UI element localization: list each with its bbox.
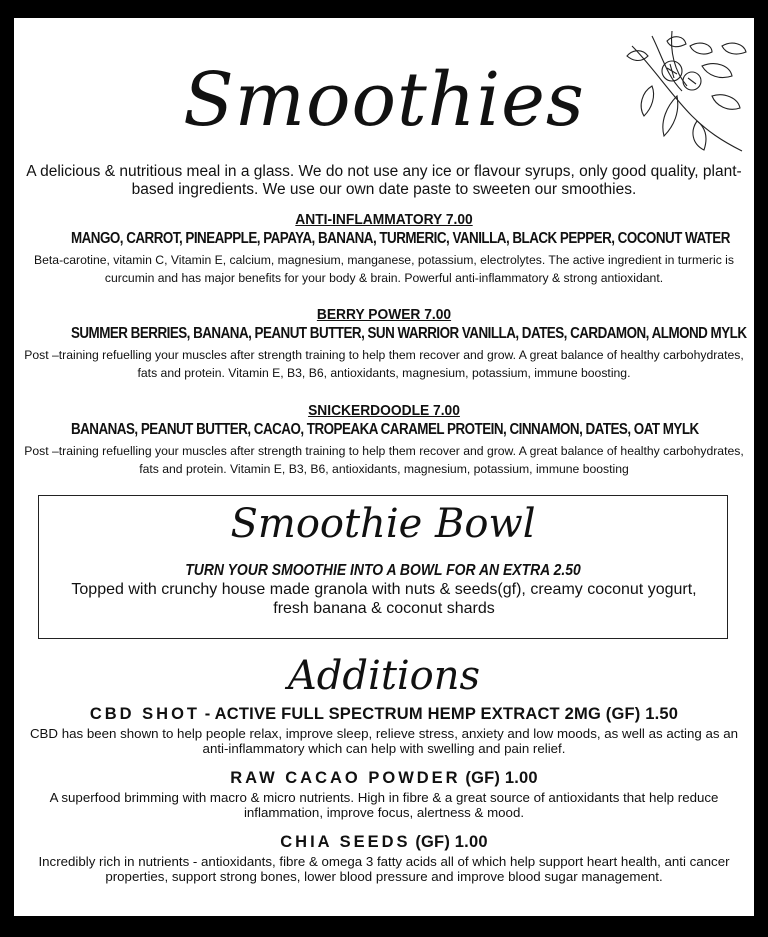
- addition-chia-seeds: [24, 832, 744, 884]
- addition-description: Incredibly rich in nutrients - antioxidants, fibre & omega 3 fatty acids all of which help support heart health, anti cancer properties, support strong bones, lower blood pressure and improve blood sugar management.: [38, 854, 730, 884]
- menu-item-snickerdoodle: [20, 402, 748, 478]
- item-ingredients: MANGO, CARROT, PINEAPPLE, PAPAYA, BANANA, TURMERIC, VANILLA, BLACK PEPPER, COCONUT WATER: [70, 230, 730, 247]
- menu-item-berry-power: [20, 306, 748, 382]
- item-description: Post –training refuelling your muscles after strength training to help them recover and grow. A great balance of healthy carbohydrates, fats and protein. Vitamin E, B3, B6, antioxidants, magnesium, potassium, immune boosting.: [24, 348, 744, 380]
- smoothie-bowl-description: Topped with crunchy house made granola with nuts & seeds(gf), creamy coconut yogurt, fresh banana & coconut shards: [71, 581, 697, 617]
- addition-name: CHIA SEEDS: [280, 833, 411, 851]
- menu-item-anti-inflammatory: [20, 211, 748, 287]
- item-description: Post –training refuelling your muscles after strength training to help them recover and grow. A great balance of healthy carbohydrates, fats and protein. Vitamin E, B3, B6, antioxidants, magnesium, potassium, immune boosting: [24, 444, 744, 476]
- addition-description: CBD has been shown to help people relax, improve sleep, relieve stress, anxiety and low moods, as well as acting as an anti-inflammatory which can help with swelling and pain relief.: [29, 726, 739, 756]
- addition-raw-cacao: [24, 768, 744, 820]
- smoothie-bowl-offer: TURN YOUR SMOOTHIE INTO A BOWL FOR AN EXTRA 2.50: [185, 562, 581, 579]
- addition-heading: [24, 704, 744, 724]
- addition-description: A superfood brimming with macro & micro nutrients. High in fibre & a great source of antioxidants that help reduce inflammation, improve focus, alertness & mood.: [49, 790, 719, 820]
- addition-detail: - ACTIVE FULL SPECTRUM HEMP EXTRACT 2MG (GF) 1.50: [204, 705, 679, 723]
- addition-name: RAW CACAO POWDER: [230, 769, 461, 787]
- item-description: Beta-carotine, vitamin C, Vitamin E, calcium, magnesium, manganese, potassium, electrolytes. The active ingredient in turmeric is curcumin and has major benefits for your body & brain. Powerful anti-inflammatory & strong antioxidant.: [34, 253, 734, 285]
- addition-heading: [24, 768, 744, 788]
- item-ingredients: BANANAS, PEANUT BUTTER, CACAO, TROPEAKA CARAMEL PROTEIN, CINNAMON, DATES, OAT MYLK: [70, 421, 699, 438]
- addition-cbd-shot: [24, 704, 744, 756]
- page-title: Smoothies: [183, 57, 585, 143]
- item-ingredients: SUMMER BERRIES, BANANA, PEANUT BUTTER, SUN WARRIOR VANILLA, DATES, CARDAMON, ALMOND MYLK: [70, 325, 747, 342]
- addition-heading: [24, 832, 744, 852]
- smoothie-bowl-box: [38, 495, 728, 639]
- additions-title: Additions: [287, 653, 481, 699]
- menu-page: [14, 18, 754, 916]
- addition-name: CBD SHOT: [89, 705, 200, 723]
- item-name-price: BERRY POWER 7.00: [316, 306, 452, 323]
- smoothie-bowl-title: Smoothie Bowl: [230, 501, 536, 547]
- intro-text: A delicious & nutritious meal in a glass. We do not use any ice or flavour syrups, only good quality, plant-based ingredients. We use our own date paste to sweeten our smoothies.: [26, 163, 742, 198]
- addition-detail: (GF) 1.00: [465, 769, 538, 787]
- addition-detail: (GF) 1.00: [415, 833, 488, 851]
- item-name-price: SNICKERDOODLE 7.00: [308, 402, 460, 419]
- floral-illustration-icon: [612, 26, 752, 156]
- item-name-price: ANTI-INFLAMMATORY 7.00: [295, 211, 473, 228]
